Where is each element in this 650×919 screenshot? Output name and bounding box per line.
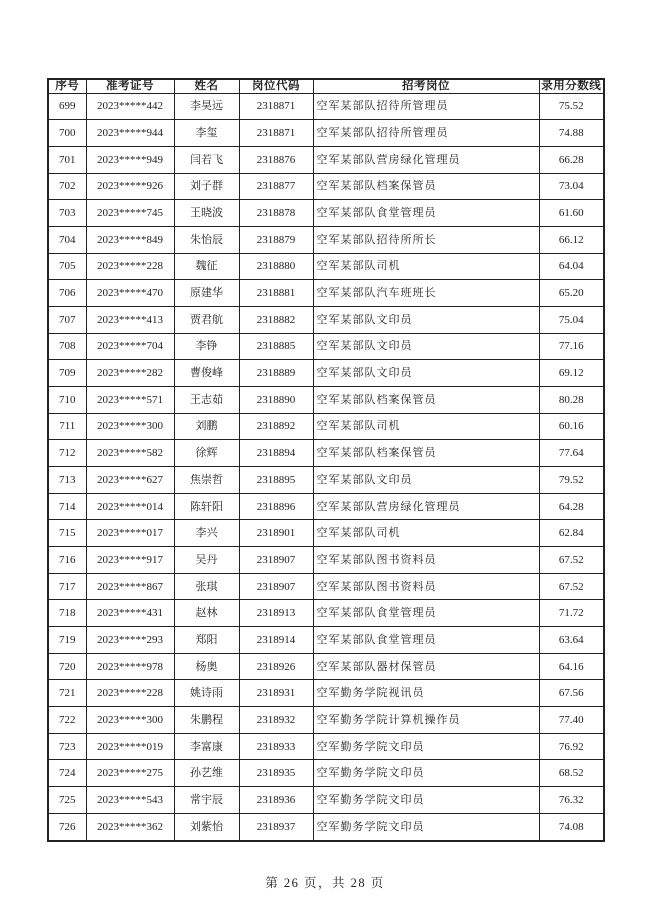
table-cell-job-code: 2318871 bbox=[239, 120, 313, 147]
table-cell-job-title: 空军某部队档案保管员 bbox=[313, 173, 539, 200]
table-cell-job-code: 2318935 bbox=[239, 760, 313, 787]
table-cell-exam-id: 2023*****300 bbox=[86, 707, 174, 734]
table-row bbox=[48, 387, 604, 414]
table-cell-job-title: 空军某部队图书资料员 bbox=[313, 573, 539, 600]
table-cell-score: 60.16 bbox=[539, 413, 604, 440]
table-cell-name: 李富康 bbox=[174, 733, 239, 760]
table-cell-score: 80.28 bbox=[539, 387, 604, 414]
table-cell-score: 79.52 bbox=[539, 467, 604, 494]
table-cell-name: 孙艺维 bbox=[174, 760, 239, 787]
table-cell-job-code: 2318936 bbox=[239, 787, 313, 814]
table-cell-score: 66.12 bbox=[539, 227, 604, 254]
table-row bbox=[48, 547, 604, 574]
table-cell-score: 68.52 bbox=[539, 760, 604, 787]
table-cell-job-code: 2318907 bbox=[239, 547, 313, 574]
table-cell-index: 711 bbox=[48, 413, 86, 440]
table-cell-score: 67.52 bbox=[539, 573, 604, 600]
table-body bbox=[48, 93, 604, 841]
table-cell-score: 64.04 bbox=[539, 253, 604, 280]
table-cell-job-title: 空军某部队司机 bbox=[313, 253, 539, 280]
table-cell-index: 700 bbox=[48, 120, 86, 147]
table-cell-index: 719 bbox=[48, 627, 86, 654]
header-cell-job-title: 招考岗位 bbox=[313, 79, 539, 93]
table-cell-score: 76.92 bbox=[539, 733, 604, 760]
table-cell-score: 74.88 bbox=[539, 120, 604, 147]
header-row bbox=[48, 79, 604, 93]
table-cell-job-code: 2318896 bbox=[239, 493, 313, 520]
table-row bbox=[48, 413, 604, 440]
table-cell-job-code: 2318913 bbox=[239, 600, 313, 627]
table-cell-exam-id: 2023*****849 bbox=[86, 227, 174, 254]
table-row bbox=[48, 146, 604, 173]
table-cell-index: 706 bbox=[48, 280, 86, 307]
table-row bbox=[48, 440, 604, 467]
table-cell-job-code: 2318876 bbox=[239, 146, 313, 173]
table-row bbox=[48, 227, 604, 254]
table-cell-job-title: 空军某部队文印员 bbox=[313, 333, 539, 360]
table-cell-name: 闫若飞 bbox=[174, 146, 239, 173]
table-cell-job-code: 2318877 bbox=[239, 173, 313, 200]
table-cell-exam-id: 2023*****282 bbox=[86, 360, 174, 387]
table-cell-score: 63.64 bbox=[539, 627, 604, 654]
table-cell-job-code: 2318914 bbox=[239, 627, 313, 654]
table-cell-name: 刘紫怡 bbox=[174, 813, 239, 841]
table-cell-index: 699 bbox=[48, 93, 86, 120]
table-cell-job-code: 2318926 bbox=[239, 653, 313, 680]
table-cell-name: 原建华 bbox=[174, 280, 239, 307]
table-cell-score: 65.20 bbox=[539, 280, 604, 307]
table-cell-exam-id: 2023*****362 bbox=[86, 813, 174, 841]
table-cell-exam-id: 2023*****442 bbox=[86, 93, 174, 120]
table-cell-exam-id: 2023*****944 bbox=[86, 120, 174, 147]
table-cell-index: 712 bbox=[48, 440, 86, 467]
table-cell-name: 焦崇哲 bbox=[174, 467, 239, 494]
table-row bbox=[48, 307, 604, 334]
header-cell-job-code: 岗位代码 bbox=[239, 79, 313, 93]
table-cell-exam-id: 2023*****571 bbox=[86, 387, 174, 414]
table-cell-exam-id: 2023*****014 bbox=[86, 493, 174, 520]
table-cell-name: 李玺 bbox=[174, 120, 239, 147]
table-cell-name: 姚诗雨 bbox=[174, 680, 239, 707]
table-cell-name: 曹俊峰 bbox=[174, 360, 239, 387]
table-cell-job-title: 空军某部队汽车班班长 bbox=[313, 280, 539, 307]
table-cell-score: 73.04 bbox=[539, 173, 604, 200]
table-cell-score: 77.40 bbox=[539, 707, 604, 734]
table-row bbox=[48, 333, 604, 360]
table-cell-job-code: 2318871 bbox=[239, 93, 313, 120]
table-cell-job-title: 空军勤务学院文印员 bbox=[313, 733, 539, 760]
table-cell-job-code: 2318878 bbox=[239, 200, 313, 227]
table-cell-exam-id: 2023*****543 bbox=[86, 787, 174, 814]
table-cell-name: 朱怡辰 bbox=[174, 227, 239, 254]
table-cell-exam-id: 2023*****275 bbox=[86, 760, 174, 787]
table-row bbox=[48, 627, 604, 654]
table-cell-exam-id: 2023*****431 bbox=[86, 600, 174, 627]
table-cell-name: 张琪 bbox=[174, 573, 239, 600]
table-cell-job-title: 空军某部队档案保管员 bbox=[313, 440, 539, 467]
table-cell-job-code: 2318932 bbox=[239, 707, 313, 734]
table-cell-job-code: 2318907 bbox=[239, 573, 313, 600]
table-row bbox=[48, 493, 604, 520]
table-row bbox=[48, 467, 604, 494]
table-cell-index: 710 bbox=[48, 387, 86, 414]
table-cell-job-code: 2318894 bbox=[239, 440, 313, 467]
table-cell-job-code: 2318937 bbox=[239, 813, 313, 841]
table-row bbox=[48, 520, 604, 547]
table-cell-index: 708 bbox=[48, 333, 86, 360]
table-cell-job-title: 空军某部队文印员 bbox=[313, 307, 539, 334]
table-cell-name: 朱鹏程 bbox=[174, 707, 239, 734]
table-cell-name: 魏征 bbox=[174, 253, 239, 280]
header-cell-score: 录用分数线 bbox=[539, 79, 604, 93]
table-cell-job-title: 空军某部队文印员 bbox=[313, 467, 539, 494]
table-row bbox=[48, 93, 604, 120]
table-cell-job-code: 2318890 bbox=[239, 387, 313, 414]
table-cell-exam-id: 2023*****300 bbox=[86, 413, 174, 440]
header-cell-index: 序号 bbox=[48, 79, 86, 93]
table-row bbox=[48, 653, 604, 680]
table-cell-job-code: 2318882 bbox=[239, 307, 313, 334]
table-cell-name: 郑阳 bbox=[174, 627, 239, 654]
table-cell-index: 716 bbox=[48, 547, 86, 574]
table-cell-job-title: 空军某部队营房绿化管理员 bbox=[313, 493, 539, 520]
table-cell-name: 李兴 bbox=[174, 520, 239, 547]
table-cell-index: 701 bbox=[48, 146, 86, 173]
table-row bbox=[48, 707, 604, 734]
table-cell-exam-id: 2023*****867 bbox=[86, 573, 174, 600]
table-cell-job-title: 空军某部队食堂管理员 bbox=[313, 200, 539, 227]
table-row bbox=[48, 733, 604, 760]
table-cell-index: 709 bbox=[48, 360, 86, 387]
table-cell-job-title: 空军某部队食堂管理员 bbox=[313, 627, 539, 654]
table-cell-index: 707 bbox=[48, 307, 86, 334]
table-row bbox=[48, 787, 604, 814]
table-cell-exam-id: 2023*****745 bbox=[86, 200, 174, 227]
table-cell-exam-id: 2023*****949 bbox=[86, 146, 174, 173]
table-row bbox=[48, 200, 604, 227]
table-cell-index: 702 bbox=[48, 173, 86, 200]
table-cell-job-title: 空军某部队招待所管理员 bbox=[313, 93, 539, 120]
table-cell-index: 724 bbox=[48, 760, 86, 787]
table-cell-score: 71.72 bbox=[539, 600, 604, 627]
table-cell-index: 718 bbox=[48, 600, 86, 627]
table-cell-name: 刘鹏 bbox=[174, 413, 239, 440]
table-cell-job-title: 空军某部队招待所管理员 bbox=[313, 120, 539, 147]
table-cell-exam-id: 2023*****627 bbox=[86, 467, 174, 494]
table-cell-name: 刘子群 bbox=[174, 173, 239, 200]
admission-score-table bbox=[47, 78, 605, 842]
table-cell-job-title: 空军某部队图书资料员 bbox=[313, 547, 539, 574]
table-cell-index: 725 bbox=[48, 787, 86, 814]
table-cell-job-code: 2318931 bbox=[239, 680, 313, 707]
table-cell-name: 陈轩阳 bbox=[174, 493, 239, 520]
table-cell-score: 67.52 bbox=[539, 547, 604, 574]
table-cell-index: 713 bbox=[48, 467, 86, 494]
header-cell-name: 姓名 bbox=[174, 79, 239, 93]
table-cell-job-title: 空军勤务学院文印员 bbox=[313, 787, 539, 814]
table-cell-name: 常宇辰 bbox=[174, 787, 239, 814]
table-cell-job-code: 2318881 bbox=[239, 280, 313, 307]
table-cell-exam-id: 2023*****926 bbox=[86, 173, 174, 200]
table-row bbox=[48, 680, 604, 707]
table-cell-score: 64.16 bbox=[539, 653, 604, 680]
table-cell-job-code: 2318885 bbox=[239, 333, 313, 360]
table-cell-index: 705 bbox=[48, 253, 86, 280]
table-cell-score: 61.60 bbox=[539, 200, 604, 227]
table-cell-name: 李昊远 bbox=[174, 93, 239, 120]
table-cell-name: 杨奥 bbox=[174, 653, 239, 680]
table-cell-job-title: 空军某部队文印员 bbox=[313, 360, 539, 387]
table-cell-exam-id: 2023*****228 bbox=[86, 253, 174, 280]
table-cell-score: 75.52 bbox=[539, 93, 604, 120]
table-cell-index: 704 bbox=[48, 227, 86, 254]
table-cell-score: 76.32 bbox=[539, 787, 604, 814]
table-cell-index: 717 bbox=[48, 573, 86, 600]
table-cell-job-title: 空军勤务学院文印员 bbox=[313, 813, 539, 841]
table-cell-index: 714 bbox=[48, 493, 86, 520]
table-cell-job-code: 2318933 bbox=[239, 733, 313, 760]
table-cell-exam-id: 2023*****019 bbox=[86, 733, 174, 760]
table-cell-index: 723 bbox=[48, 733, 86, 760]
table-row bbox=[48, 600, 604, 627]
table-cell-exam-id: 2023*****470 bbox=[86, 280, 174, 307]
table-row bbox=[48, 360, 604, 387]
header-cell-exam-id: 准考证号 bbox=[86, 79, 174, 93]
table-cell-job-title: 空军勤务学院计算机操作员 bbox=[313, 707, 539, 734]
table-cell-exam-id: 2023*****978 bbox=[86, 653, 174, 680]
table-cell-job-title: 空军某部队司机 bbox=[313, 520, 539, 547]
table-row bbox=[48, 573, 604, 600]
table-cell-score: 66.28 bbox=[539, 146, 604, 173]
table-cell-job-title: 空军某部队器材保管员 bbox=[313, 653, 539, 680]
table-cell-exam-id: 2023*****413 bbox=[86, 307, 174, 334]
table-cell-job-code: 2318880 bbox=[239, 253, 313, 280]
table-cell-index: 720 bbox=[48, 653, 86, 680]
table-cell-score: 64.28 bbox=[539, 493, 604, 520]
table-cell-score: 77.16 bbox=[539, 333, 604, 360]
table-cell-name: 赵林 bbox=[174, 600, 239, 627]
table-cell-score: 74.08 bbox=[539, 813, 604, 841]
table-cell-job-title: 空军某部队档案保管员 bbox=[313, 387, 539, 414]
table-cell-exam-id: 2023*****293 bbox=[86, 627, 174, 654]
table-cell-score: 75.04 bbox=[539, 307, 604, 334]
table-cell-exam-id: 2023*****017 bbox=[86, 520, 174, 547]
table-cell-score: 77.64 bbox=[539, 440, 604, 467]
table-cell-job-title: 空军勤务学院视讯员 bbox=[313, 680, 539, 707]
table-cell-score: 69.12 bbox=[539, 360, 604, 387]
table-cell-job-code: 2318895 bbox=[239, 467, 313, 494]
table-cell-exam-id: 2023*****228 bbox=[86, 680, 174, 707]
table-cell-job-title: 空军某部队营房绿化管理员 bbox=[313, 146, 539, 173]
table-row bbox=[48, 173, 604, 200]
table-cell-job-title: 空军勤务学院文印员 bbox=[313, 760, 539, 787]
table-row bbox=[48, 253, 604, 280]
table-cell-index: 715 bbox=[48, 520, 86, 547]
table-cell-name: 王志茹 bbox=[174, 387, 239, 414]
table-cell-job-code: 2318879 bbox=[239, 227, 313, 254]
table-cell-exam-id: 2023*****917 bbox=[86, 547, 174, 574]
table-cell-name: 徐辉 bbox=[174, 440, 239, 467]
table-cell-job-code: 2318901 bbox=[239, 520, 313, 547]
table-cell-job-code: 2318889 bbox=[239, 360, 313, 387]
table-cell-index: 703 bbox=[48, 200, 86, 227]
table-cell-exam-id: 2023*****704 bbox=[86, 333, 174, 360]
table-cell-name: 王晓波 bbox=[174, 200, 239, 227]
table-cell-name: 吴丹 bbox=[174, 547, 239, 574]
table-row bbox=[48, 760, 604, 787]
table-cell-name: 贾君航 bbox=[174, 307, 239, 334]
table-cell-job-title: 空军某部队司机 bbox=[313, 413, 539, 440]
table-cell-job-title: 空军某部队食堂管理员 bbox=[313, 600, 539, 627]
table-cell-job-code: 2318892 bbox=[239, 413, 313, 440]
table-cell-index: 726 bbox=[48, 813, 86, 841]
table-cell-name: 李铮 bbox=[174, 333, 239, 360]
table-cell-job-title: 空军某部队招待所所长 bbox=[313, 227, 539, 254]
table-row bbox=[48, 813, 604, 841]
page-footer: 第 26 页，共 28 页 bbox=[265, 876, 385, 890]
table-cell-index: 722 bbox=[48, 707, 86, 734]
table-cell-score: 62.84 bbox=[539, 520, 604, 547]
table-cell-score: 67.56 bbox=[539, 680, 604, 707]
table-row bbox=[48, 280, 604, 307]
table-cell-exam-id: 2023*****582 bbox=[86, 440, 174, 467]
table-row bbox=[48, 120, 604, 147]
table-cell-index: 721 bbox=[48, 680, 86, 707]
